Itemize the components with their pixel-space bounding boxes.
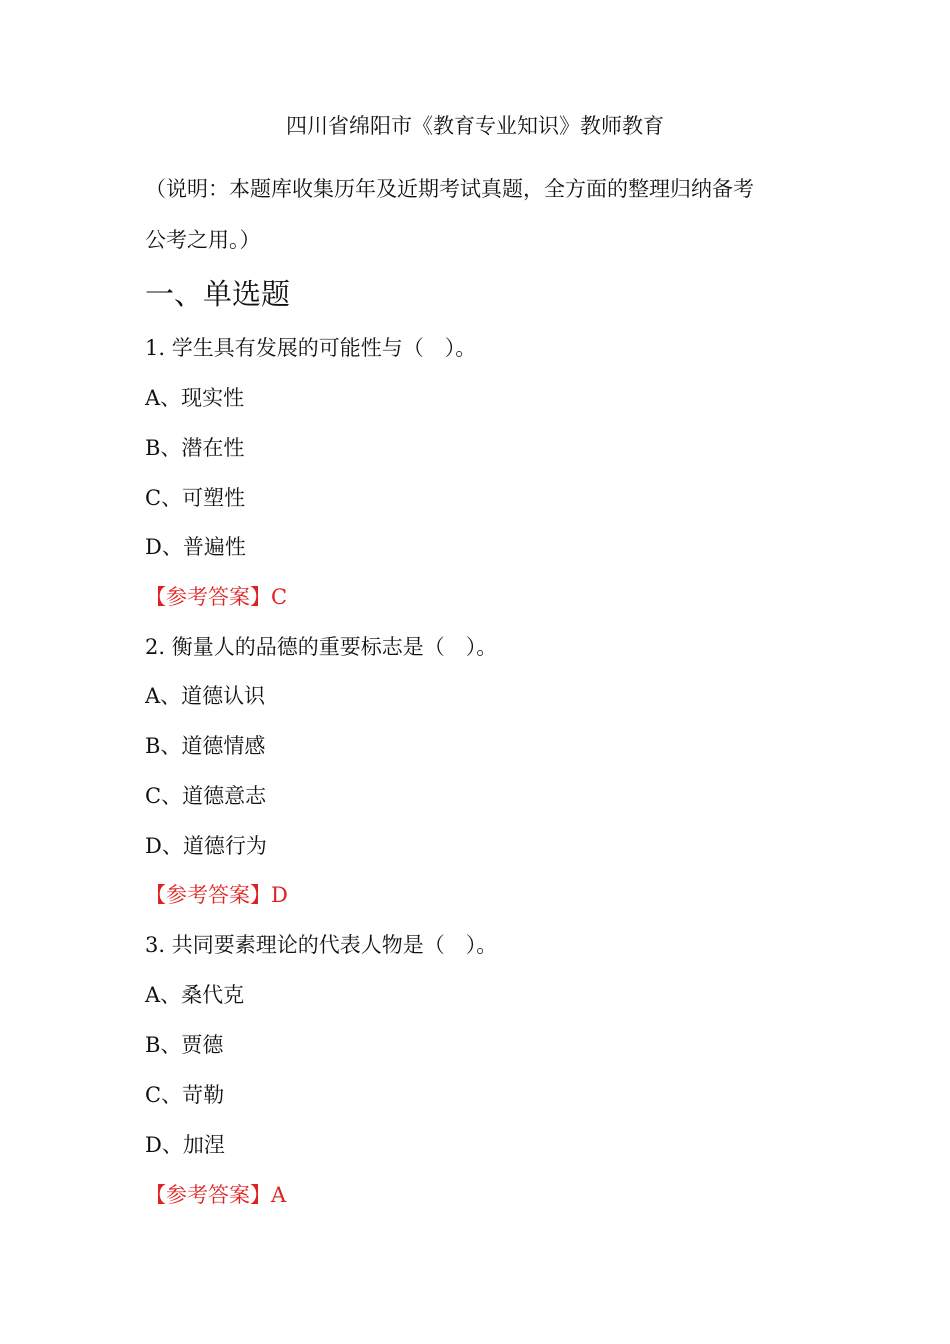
reference-answer: 【参考答案】D: [145, 883, 288, 907]
option-a: A、桑代克: [145, 983, 245, 1007]
option-d: D、普遍性: [145, 535, 246, 559]
question-stem: 3. 共同要素理论的代表人物是（ ）。: [145, 933, 498, 957]
reference-answer: 【参考答案】A: [145, 1183, 287, 1207]
option-b: B、潜在性: [145, 436, 245, 460]
note-line-1: （说明：本题库收集历年及近期考试真题，全方面的整理归纳备考: [145, 177, 754, 201]
option-d: D、道德行为: [145, 834, 267, 858]
option-b: B、贾德: [145, 1033, 224, 1057]
question-stem: 2. 衡量人的品德的重要标志是（ ）。: [145, 635, 498, 659]
option-c: C、苛勒: [145, 1083, 225, 1107]
option-c: C、道德意志: [145, 784, 267, 808]
section-heading: 一、单选题: [145, 277, 291, 311]
option-c: C、可塑性: [145, 486, 246, 510]
option-b: B、道德情感: [145, 734, 266, 758]
document-title: 四川省绵阳市《教育专业知识》教师教育: [286, 114, 664, 138]
question-stem: 1. 学生具有发展的可能性与（ ）。: [145, 336, 477, 360]
option-d: D、加涅: [145, 1133, 225, 1157]
note-line-2: 公考之用。）: [145, 228, 261, 252]
option-a: A、现实性: [145, 386, 245, 410]
option-a: A、道德认识: [145, 684, 266, 708]
reference-answer: 【参考答案】C: [145, 585, 288, 609]
